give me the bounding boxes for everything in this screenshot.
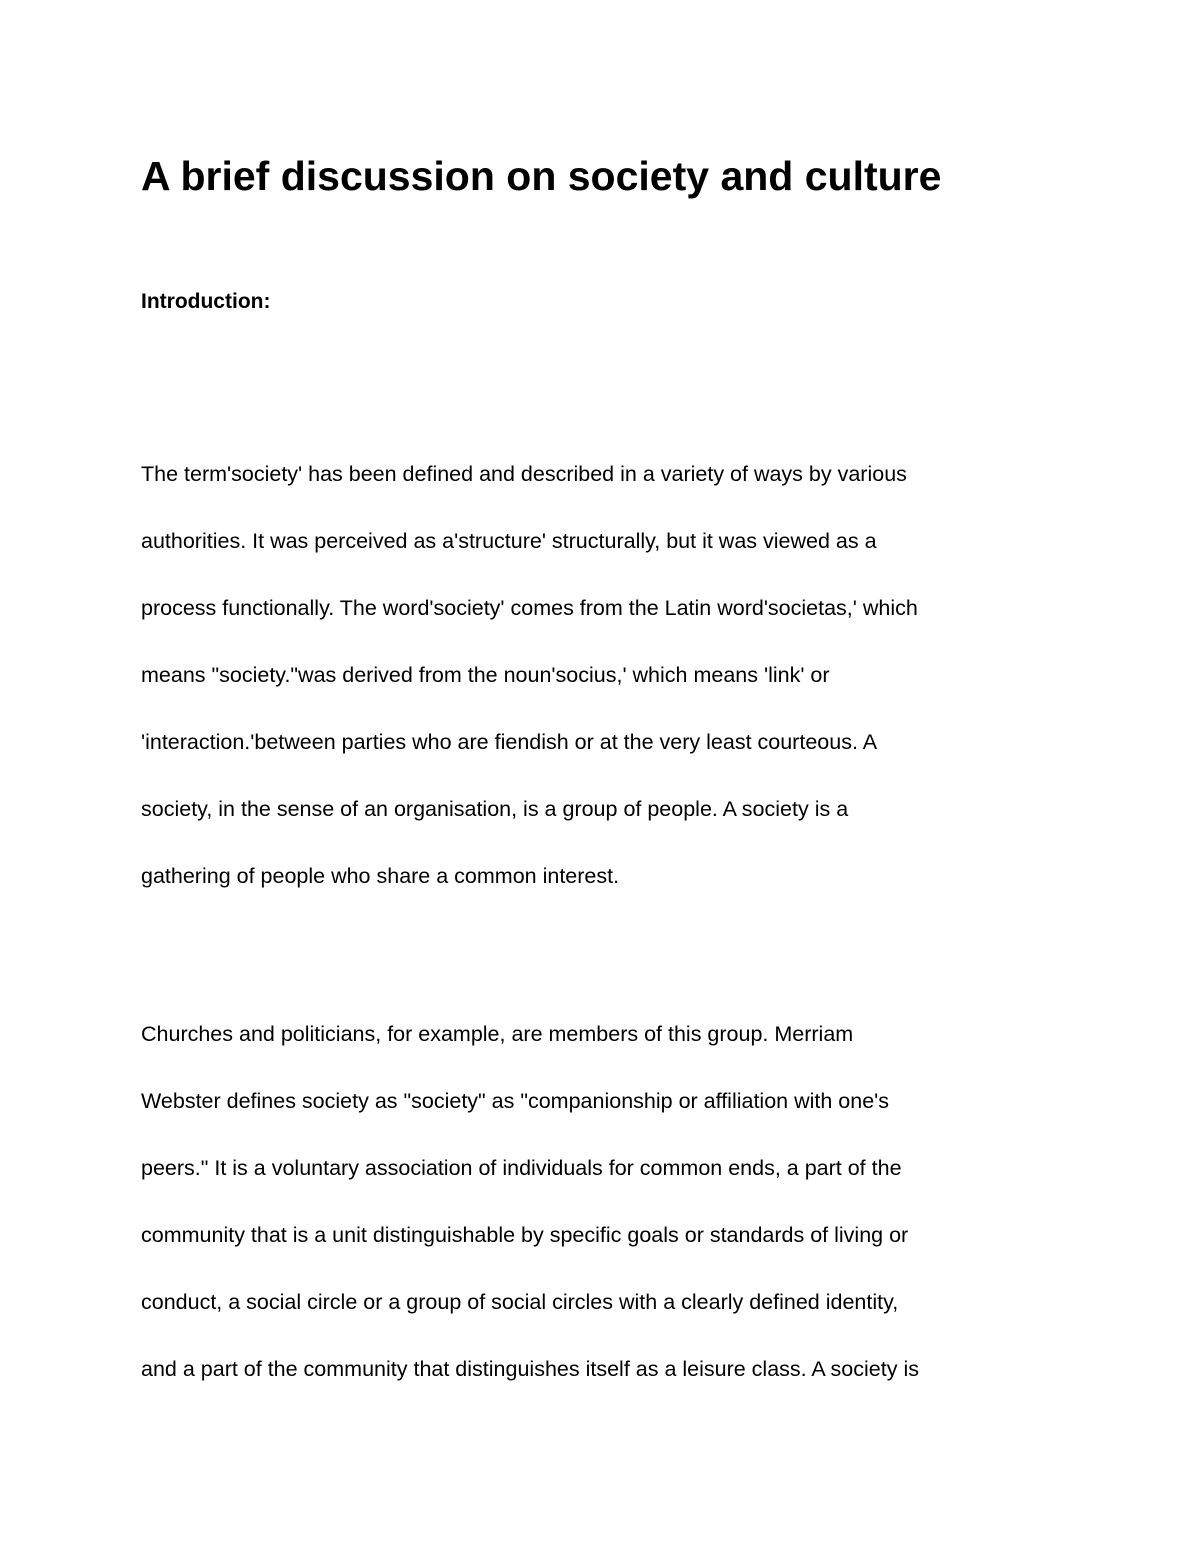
paragraph-line: and a part of the community that distinguishes itself as a leisure class. A society is	[141, 1357, 919, 1381]
paragraph-line: authorities. It was perceived as a'structure' structurally, but it was viewed as a	[141, 529, 877, 553]
document-title: A brief discussion on society and culture	[141, 153, 942, 199]
paragraph-line: conduct, a social circle or a group of social circles with a clearly defined identity,	[141, 1290, 899, 1314]
paragraph-line: community that is a unit distinguishable by specific goals or standards of living or	[141, 1223, 909, 1247]
paragraph-line: 'interaction.'between parties who are fiendish or at the very least courteous. A	[141, 730, 878, 754]
paragraph-line: The term'society' has been defined and described in a variety of ways by various	[141, 462, 907, 486]
section-heading: Introduction:	[141, 290, 271, 313]
paragraph-line: means "society."was derived from the noun'socius,' which means 'link' or	[141, 663, 830, 687]
paragraph-line: process functionally. The word'society' comes from the Latin word'societas,' which	[141, 596, 918, 620]
paragraph-line: Churches and politicians, for example, are members of this group. Merriam	[141, 1022, 854, 1046]
paragraph-line: peers." It is a voluntary association of individuals for common ends, a part of the	[141, 1156, 902, 1180]
paragraph-line: Webster defines society as "society" as "companionship or affiliation with one's	[141, 1089, 890, 1113]
paragraph-line: gathering of people who share a common interest.	[141, 864, 620, 888]
paragraph-line: society, in the sense of an organisation, is a group of people. A society is a	[141, 797, 849, 821]
